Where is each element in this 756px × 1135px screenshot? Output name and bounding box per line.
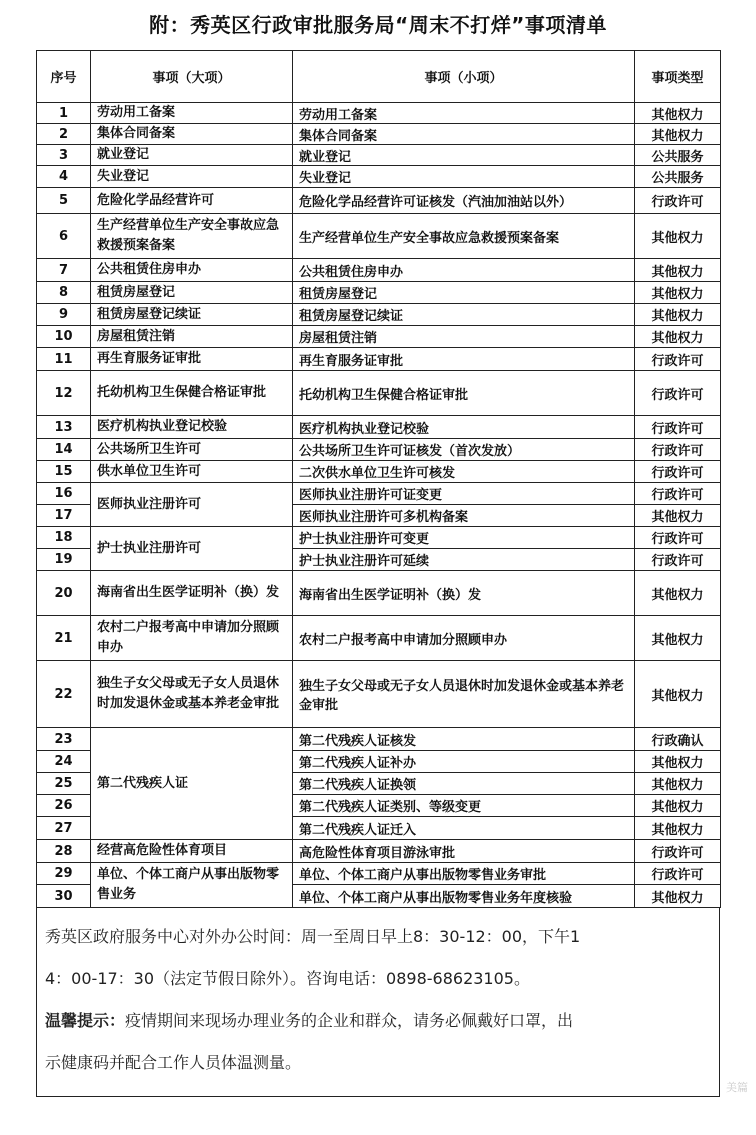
minor-item-cell: 再生育服务证审批 <box>293 348 635 371</box>
major-item-cell: 独生子女父母或无子女人员退休时加发退休金或基本养老金审批 <box>91 661 293 728</box>
minor-item-cell: 失业登记 <box>293 166 635 188</box>
item-type-cell: 公共服务 <box>635 166 721 188</box>
major-item-cell: 租赁房屋登记 <box>91 282 293 304</box>
row-number: 13 <box>37 416 91 439</box>
row-number: 6 <box>37 214 91 259</box>
major-item-cell: 再生育服务证审批 <box>91 348 293 371</box>
item-type-cell: 其他权力 <box>635 885 721 908</box>
item-type-cell: 其他权力 <box>635 124 721 145</box>
major-item-cell: 护士执业注册许可 <box>91 527 293 571</box>
major-item-cell: 公共场所卫生许可 <box>91 439 293 461</box>
item-type-cell: 行政许可 <box>635 439 721 461</box>
table-row <box>37 348 721 371</box>
major-item-cell: 危险化学品经营许可 <box>91 188 293 214</box>
table-row <box>37 840 721 863</box>
row-number: 12 <box>37 371 91 416</box>
row-number: 17 <box>37 505 91 527</box>
minor-item-cell: 高危险性体育项目游泳审批 <box>293 840 635 863</box>
minor-item-cell: 就业登记 <box>293 145 635 166</box>
row-number: 19 <box>37 549 91 571</box>
row-number: 11 <box>37 348 91 371</box>
tip-line2: 示健康码并配合工作人员体温测量。 <box>45 1053 302 1072</box>
row-number: 3 <box>37 145 91 166</box>
item-type-cell: 其他权力 <box>635 304 721 326</box>
item-type-cell: 行政许可 <box>635 863 721 885</box>
minor-item-cell: 租赁房屋登记续证 <box>293 304 635 326</box>
table-row <box>37 214 721 259</box>
table-header-row <box>37 51 721 103</box>
minor-item-cell: 房屋租赁注销 <box>293 326 635 348</box>
item-type-cell: 其他权力 <box>635 326 721 348</box>
row-number: 30 <box>37 885 91 908</box>
major-item-cell: 托幼机构卫生保健合格证审批 <box>91 371 293 416</box>
minor-item-cell: 医师执业注册许可证变更 <box>293 483 635 505</box>
footer-notes <box>36 908 720 1097</box>
row-number: 28 <box>37 840 91 863</box>
item-type-cell: 行政许可 <box>635 549 721 571</box>
minor-item-cell: 单位、个体工商户从事出版物零售业务年度核验 <box>293 885 635 908</box>
table-row <box>37 304 721 326</box>
major-item-cell: 失业登记 <box>91 166 293 188</box>
minor-item-cell: 生产经营单位生产安全事故应急救援预案备案 <box>293 214 635 259</box>
document-page <box>36 0 720 1097</box>
minor-item-cell: 公共租赁住房申办 <box>293 259 635 282</box>
row-number: 8 <box>37 282 91 304</box>
table-row <box>37 371 721 416</box>
minor-item-cell: 危险化学品经营许可证核发（汽油加油站以外） <box>293 188 635 214</box>
minor-item-cell: 第二代残疾人证补办 <box>293 751 635 773</box>
major-item-cell: 农村二户报考高中申请加分照顾申办 <box>91 616 293 661</box>
item-type-cell: 其他权力 <box>635 795 721 817</box>
item-type-cell: 行政许可 <box>635 483 721 505</box>
major-item-cell: 劳动用工备案 <box>91 103 293 124</box>
item-type-cell: 其他权力 <box>635 214 721 259</box>
minor-item-cell: 第二代残疾人证换领 <box>293 773 635 795</box>
item-type-cell: 其他权力 <box>635 103 721 124</box>
major-item-cell: 公共租赁住房申办 <box>91 259 293 282</box>
row-number: 10 <box>37 326 91 348</box>
minor-item-cell: 租赁房屋登记 <box>293 282 635 304</box>
row-number: 4 <box>37 166 91 188</box>
minor-item-cell: 农村二户报考高中申请加分照顾申办 <box>293 616 635 661</box>
minor-item-cell: 托幼机构卫生保健合格证审批 <box>293 371 635 416</box>
minor-item-cell: 第二代残疾人证核发 <box>293 728 635 751</box>
item-type-cell: 公共服务 <box>635 145 721 166</box>
header-big-item: 事项（大项） <box>91 51 293 103</box>
item-type-cell: 行政许可 <box>635 461 721 483</box>
item-type-cell: 其他权力 <box>635 661 721 728</box>
row-number: 20 <box>37 571 91 616</box>
table-row <box>37 416 721 439</box>
item-type-cell: 行政许可 <box>635 416 721 439</box>
table-row <box>37 145 721 166</box>
header-type: 事项类型 <box>635 51 721 103</box>
table-row <box>37 166 721 188</box>
table-row <box>37 616 721 661</box>
table-row <box>37 483 721 505</box>
table-row <box>37 728 721 751</box>
row-number: 5 <box>37 188 91 214</box>
minor-item-cell: 独生子女父母或无子女人员退休时加发退休金或基本养老金审批 <box>293 661 635 728</box>
document-title: 附：秀英区行政审批服务局“周末不打烊”事项清单 <box>149 13 607 37</box>
table-row <box>37 571 721 616</box>
row-number: 16 <box>37 483 91 505</box>
item-type-cell: 行政许可 <box>635 371 721 416</box>
minor-item-cell: 公共场所卫生许可证核发（首次发放） <box>293 439 635 461</box>
table-row <box>37 259 721 282</box>
major-item-cell: 集体合同备案 <box>91 124 293 145</box>
row-number: 23 <box>37 728 91 751</box>
minor-item-cell: 医疗机构执业登记校验 <box>293 416 635 439</box>
table-row <box>37 863 721 885</box>
row-number: 22 <box>37 661 91 728</box>
tip-text: 疫情期间来现场办理业务的企业和群众，请务必佩戴好口罩，出 <box>125 1011 574 1030</box>
row-number: 9 <box>37 304 91 326</box>
row-number: 27 <box>37 817 91 840</box>
major-item-cell: 医师执业注册许可 <box>91 483 293 527</box>
minor-item-cell: 二次供水单位卫生许可核发 <box>293 461 635 483</box>
row-number: 7 <box>37 259 91 282</box>
major-item-cell: 第二代残疾人证 <box>91 728 293 840</box>
major-item-cell: 医疗机构执业登记校验 <box>91 416 293 439</box>
table-row <box>37 661 721 728</box>
item-type-cell: 其他权力 <box>635 259 721 282</box>
row-number: 15 <box>37 461 91 483</box>
items-table <box>36 50 721 908</box>
table-row <box>37 461 721 483</box>
row-number: 1 <box>37 103 91 124</box>
item-type-cell: 行政许可 <box>635 348 721 371</box>
minor-item-cell: 劳动用工备案 <box>293 103 635 124</box>
major-item-cell: 生产经营单位生产安全事故应急救援预案备案 <box>91 214 293 259</box>
item-type-cell: 其他权力 <box>635 817 721 840</box>
item-type-cell: 其他权力 <box>635 773 721 795</box>
row-number: 26 <box>37 795 91 817</box>
table-row <box>37 124 721 145</box>
minor-item-cell: 单位、个体工商户从事出版物零售业务审批 <box>293 863 635 885</box>
table-row <box>37 103 721 124</box>
row-number: 24 <box>37 751 91 773</box>
item-type-cell: 其他权力 <box>635 571 721 616</box>
row-number: 29 <box>37 863 91 885</box>
major-item-cell: 海南省出生医学证明补（换）发 <box>91 571 293 616</box>
row-number: 14 <box>37 439 91 461</box>
major-item-cell: 单位、个体工商户从事出版物零售业务 <box>91 863 293 908</box>
minor-item-cell: 第二代残疾人证迁入 <box>293 817 635 840</box>
minor-item-cell: 护士执业注册许可变更 <box>293 527 635 549</box>
watermark: 美篇 <box>726 1081 748 1094</box>
table-row <box>37 188 721 214</box>
item-type-cell: 其他权力 <box>635 282 721 304</box>
major-item-cell: 租赁房屋登记续证 <box>91 304 293 326</box>
row-number: 25 <box>37 773 91 795</box>
table-row <box>37 527 721 549</box>
major-item-cell: 经营高危险性体育项目 <box>91 840 293 863</box>
office-hours-line1: 秀英区政府服务中心对外办公时间：周一至周日早上8：30-12：00，下午1 <box>45 927 581 946</box>
office-hours-line2: 4：00-17：30（法定节假日除外）。咨询电话：0898-68623105。 <box>45 969 530 988</box>
row-number: 21 <box>37 616 91 661</box>
row-number: 2 <box>37 124 91 145</box>
item-type-cell: 行政许可 <box>635 188 721 214</box>
major-item-cell: 就业登记 <box>91 145 293 166</box>
table-row <box>37 326 721 348</box>
item-type-cell: 其他权力 <box>635 505 721 527</box>
item-type-cell: 其他权力 <box>635 616 721 661</box>
minor-item-cell: 集体合同备案 <box>293 124 635 145</box>
item-type-cell: 其他权力 <box>635 751 721 773</box>
tip-line1 <box>37 1000 719 1042</box>
major-item-cell: 供水单位卫生许可 <box>91 461 293 483</box>
major-item-cell: 房屋租赁注销 <box>91 326 293 348</box>
table-row <box>37 282 721 304</box>
tip-label: 温馨提示： <box>45 1011 126 1030</box>
table-row <box>37 439 721 461</box>
minor-item-cell: 医师执业注册许可多机构备案 <box>293 505 635 527</box>
minor-item-cell: 第二代残疾人证类别、等级变更 <box>293 795 635 817</box>
item-type-cell: 行政许可 <box>635 527 721 549</box>
header-small-item: 事项（小项） <box>293 51 635 103</box>
item-type-cell: 行政确认 <box>635 728 721 751</box>
minor-item-cell: 护士执业注册许可延续 <box>293 549 635 571</box>
row-number: 18 <box>37 527 91 549</box>
item-type-cell: 行政许可 <box>635 840 721 863</box>
header-no: 序号 <box>37 51 91 103</box>
minor-item-cell: 海南省出生医学证明补（换）发 <box>293 571 635 616</box>
